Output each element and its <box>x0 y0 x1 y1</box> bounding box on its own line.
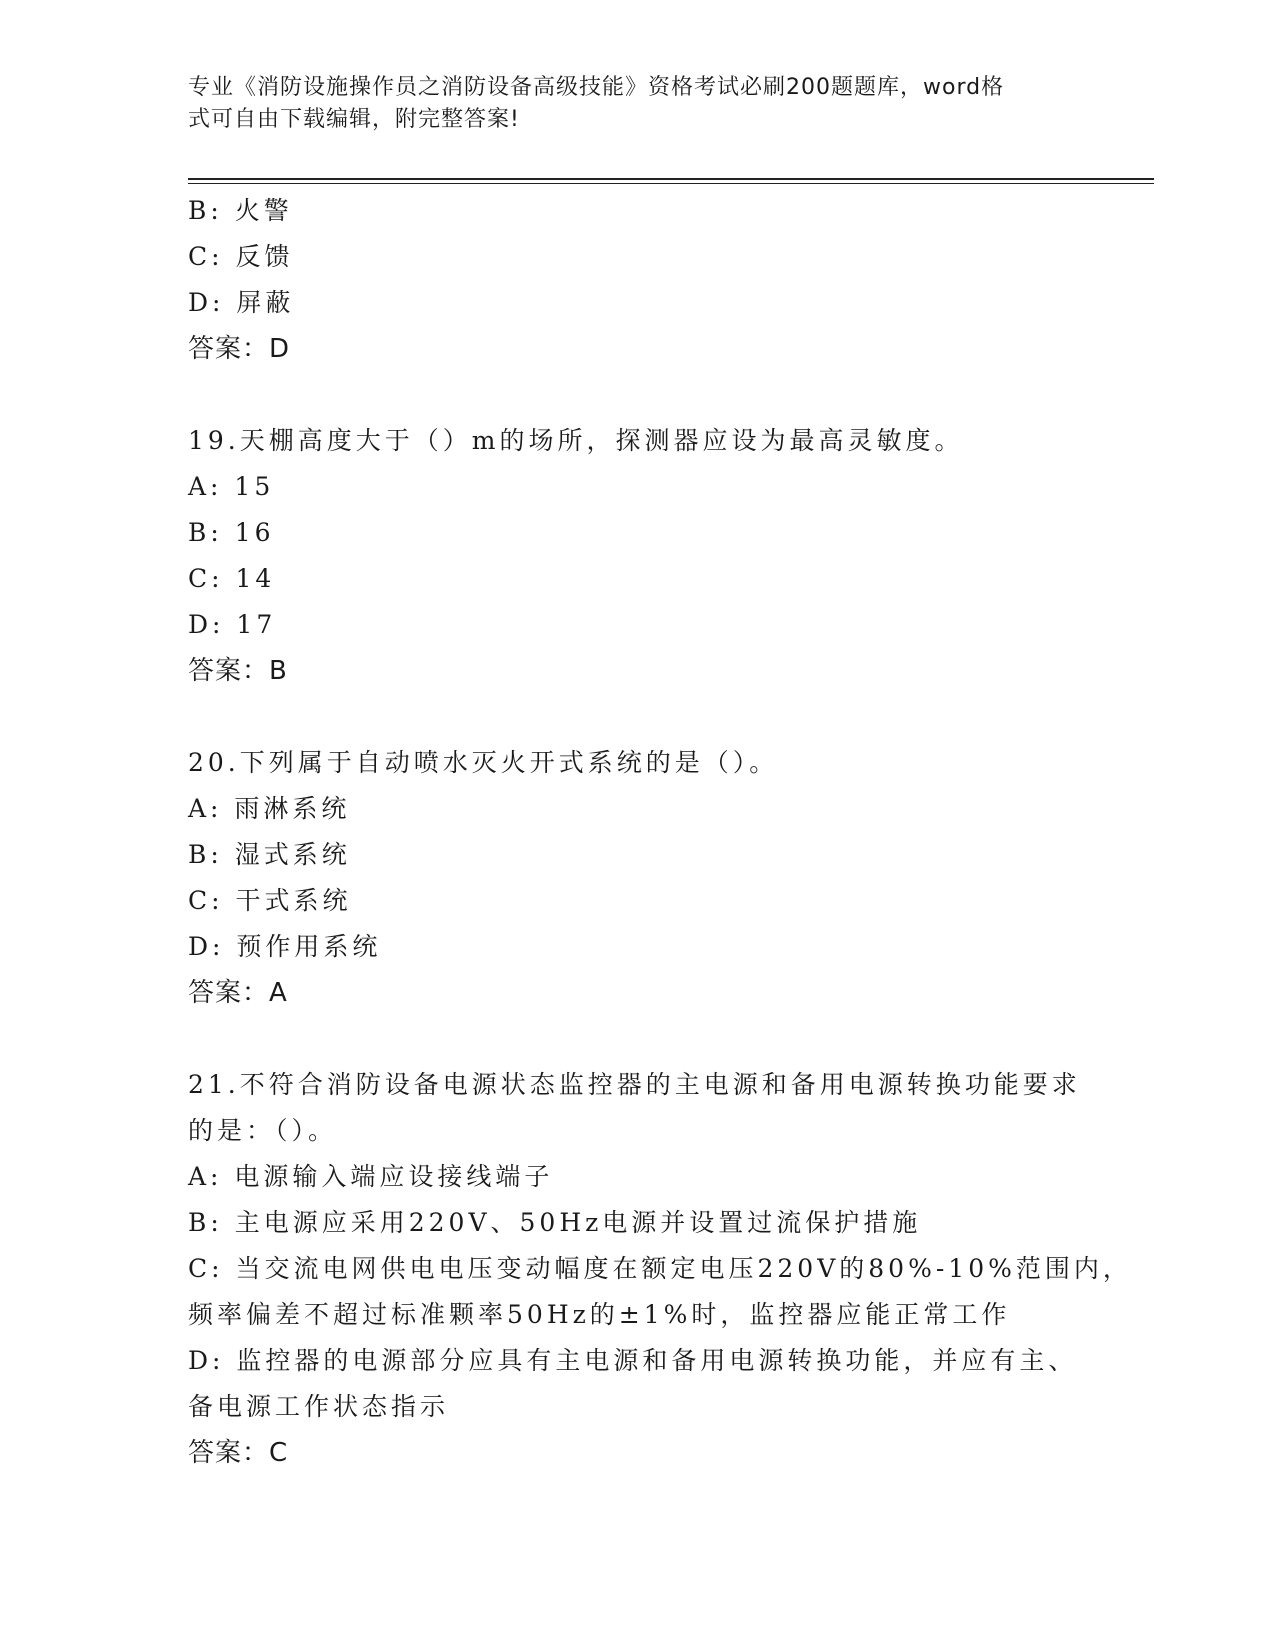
q21-option-d-line-2: 备电源工作状态指示 <box>188 1392 450 1421</box>
q21-question-line-1: 21.不符合消防设备电源状态监控器的主电源和备用电源转换功能要求 <box>188 1070 1081 1099</box>
document-header <box>188 72 1068 136</box>
q21-option-d-line-1: D: 监控器的电源部分应具有主电源和备用电源转换功能，并应有主、 <box>188 1346 1078 1375</box>
q18-answer: 答案：D <box>188 334 291 364</box>
q18-option-b: B: 火警 <box>188 196 293 225</box>
q21-option-a: A: 电源输入端应设接线端子 <box>188 1162 554 1191</box>
q20-option-c: C: 干式系统 <box>188 886 352 915</box>
question-21 <box>188 1062 1132 1476</box>
spacer <box>188 694 1088 740</box>
q19-option-a: A: 15 <box>188 472 275 501</box>
q18-option-c: C: 反馈 <box>188 242 294 271</box>
question-19 <box>188 418 1088 694</box>
q20-option-a: A: 雨淋系统 <box>188 794 351 823</box>
q19-answer: 答案：B <box>188 656 288 686</box>
q18-option-d: D: 屏蔽 <box>188 288 295 317</box>
header-line-2: 式可自由下载编辑，附完整答案! <box>188 107 520 132</box>
q21-option-b: B: 主电源应采用220V、50Hz电源并设置过流保护措施 <box>188 1208 922 1237</box>
question-list <box>188 188 1132 1476</box>
header-divider-thin <box>188 183 1154 184</box>
q19-option-b: B: 16 <box>188 518 275 547</box>
q19-option-d: D: 17 <box>188 610 277 639</box>
header-divider-thick <box>188 178 1154 180</box>
header-line-1: 专业《消防设施操作员之消防设备高级技能》资格考试必刷200题题库，word格 <box>188 75 1005 100</box>
q21-question-line-2: 的是：（）。 <box>188 1116 338 1145</box>
q21-answer: 答案：C <box>188 1438 289 1468</box>
question-20 <box>188 740 1088 1016</box>
spacer <box>188 1016 1088 1062</box>
q21-option-c-line-1: C: 当交流电网供电电压变动幅度在额定电压220V的80%-10%范围内， <box>188 1254 1132 1283</box>
q21-option-c-line-2: 频率偏差不超过标准颗率50Hz的±1%时，监控器应能正常工作 <box>188 1300 1011 1329</box>
q20-option-b: B: 湿式系统 <box>188 840 351 869</box>
question-18-tail <box>188 188 1088 372</box>
q19-option-c: C: 14 <box>188 564 276 593</box>
q20-question: 20.下列属于自动喷水灭火开式系统的是（）。 <box>188 748 779 777</box>
q20-option-d: D: 预作用系统 <box>188 932 382 961</box>
q20-answer: 答案：A <box>188 978 288 1008</box>
spacer <box>188 372 1088 418</box>
q19-question: 19.天棚高度大于（）m的场所，探测器应设为最高灵敏度。 <box>188 426 964 455</box>
